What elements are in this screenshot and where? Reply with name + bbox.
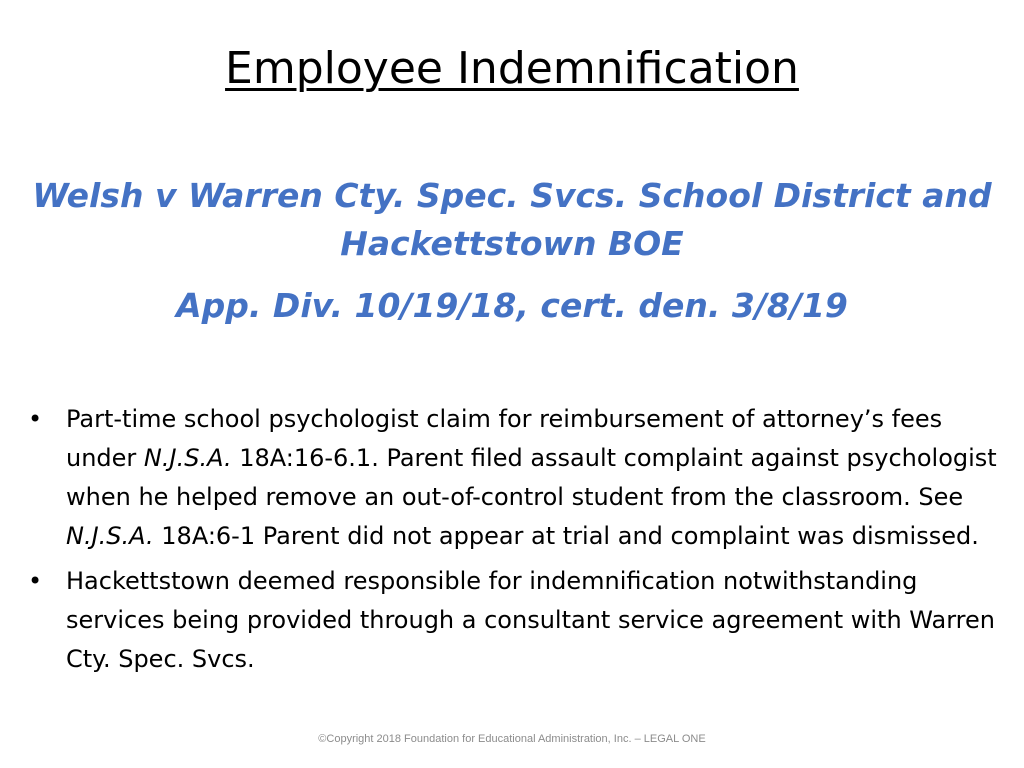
case-citation: App. Div. 10/19/18, cert. den. 3/8/19	[176, 286, 848, 325]
case-heading	[20, 172, 1004, 330]
statute-abbrev: N.J.S.A.	[143, 444, 232, 472]
bullet-text: Hackettstown deemed responsible for indemnification notwithstanding services being provided through a consultant service agreement with Warren Cty. Spec. Svcs.	[66, 567, 995, 673]
statute-abbrev: N.J.S.A.	[66, 522, 154, 550]
slide-title: Employee Indemnification	[225, 43, 799, 94]
bullet-item	[28, 562, 998, 679]
bullet-text: 18A:6-1 Parent did not appear at trial and complaint was dismissed.	[153, 522, 979, 550]
copyright-footer: ©Copyright 2018 Foundation for Educational Administration, Inc. – LEGAL ONE	[318, 733, 706, 745]
bullet-text: 18A:16-6.1. Parent filed assault complaint against psychologist when he helped remove an out-of-control student from the classroom. See	[66, 444, 997, 511]
bullet-item	[28, 400, 998, 556]
case-name: Welsh v Warren Cty. Spec. Svcs. School District and Hackettstown BOE	[32, 176, 992, 263]
bullet-icon: •	[28, 567, 43, 595]
bullet-text: Part-time school psychologist claim for reimbursement of attorney’s fees under	[66, 405, 943, 472]
bullet-list	[28, 400, 998, 685]
bullet-icon: •	[28, 405, 43, 433]
